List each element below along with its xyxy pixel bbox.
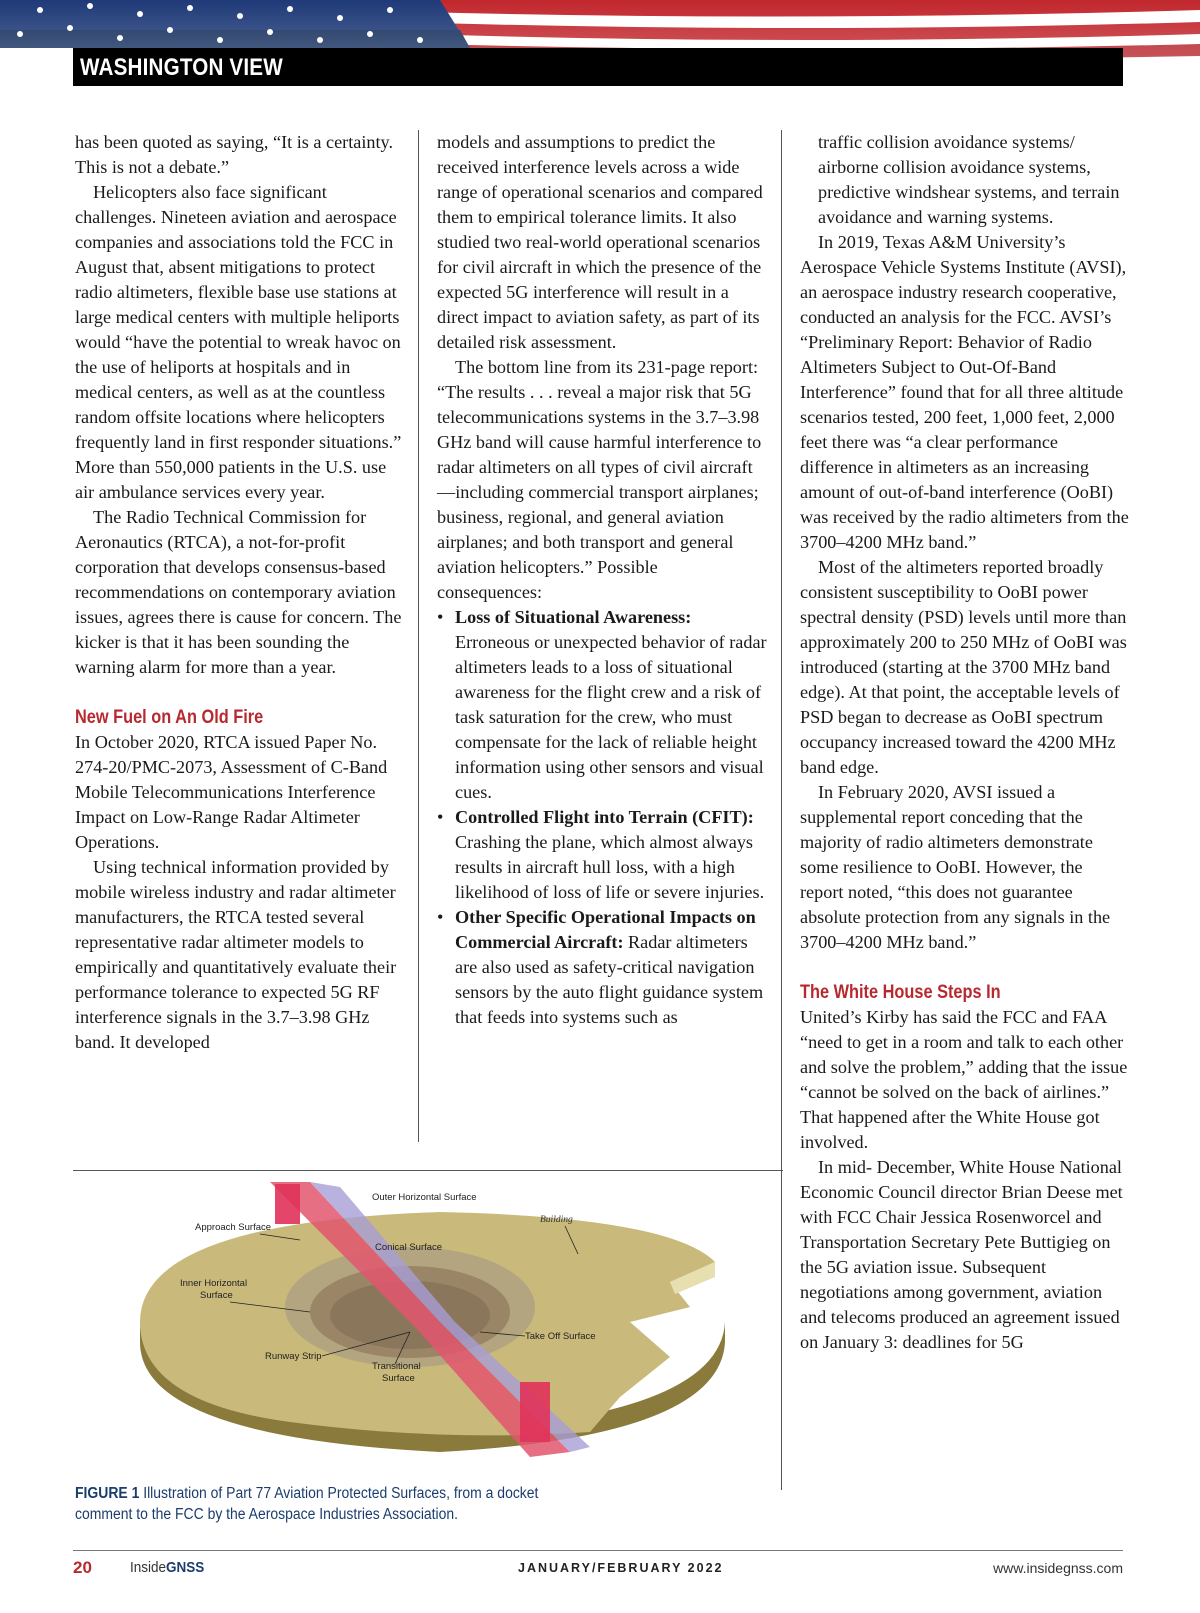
figure-caption xyxy=(75,1483,561,1525)
list-item: • Controlled Flight into Terrain (CFIT): Crashing the plane, which almost always results in aircraft hull loss, with a high likelihood of loss of life or severe injuries. xyxy=(437,805,767,905)
column-3 xyxy=(800,130,1130,1355)
column-1 xyxy=(75,130,405,1055)
paragraph: has been quoted as saying, “It is a certainty. This is not a debate.” xyxy=(75,132,394,177)
label-conical: Conical Surface xyxy=(375,1242,443,1253)
issue-date: JANUARY/FEBRUARY 2022 xyxy=(518,1561,724,1575)
label-inner-horizontal: Surface xyxy=(200,1290,233,1301)
figure-1-illustration xyxy=(110,1182,750,1472)
paragraph: United’s Kirby has said the FCC and FAA “need to get in a room and talk to each other and solve the problem,” adding that the issue “cannot be solved on the back of airlines.” That happened after the White House got involved. xyxy=(800,1007,1128,1152)
label-transitional: Surface xyxy=(382,1373,415,1384)
label-building: Building xyxy=(540,1215,573,1225)
label-outer-horizontal: Outer Horizontal Surface xyxy=(372,1192,477,1203)
list-item: • Other Specific Operational Impacts on Commercial Aircraft: Radar altimeters are also used as safety-critical navigation sensors by the auto flight guidance system that feeds into systems such as xyxy=(437,905,767,1030)
figure-caption-text: Illustration of Part 77 Aviation Protected Surfaces, from a docket comment to the FCC by the Aerospace Industries Association. xyxy=(75,1485,539,1523)
column-2 xyxy=(437,130,767,1030)
label-transitional: Transitional xyxy=(372,1361,421,1372)
paragraph: In 2019, Texas A&M University’s Aerospace Vehicle Systems Institute (AVSI), an aerospace industry research cooperative, conducted an analysis for the FCC. AVSI’s “Preliminary Report: Behavior of Radio Altimeters Subject to Out-Of-Band Interference” found that for all three altitude scenarios tested, 200 feet, 1,000 feet, 2,000 feet there was “a clear performance difference in altimeters as an increasing amount of out-of-band interference (OoBI) was received by the radio altimeters from the 3700–4200 MHz band.” xyxy=(800,232,1129,552)
label-inner-horizontal: Inner Horizontal xyxy=(180,1278,248,1289)
website-url: www.insidegnss.com xyxy=(993,1560,1123,1576)
protected-surfaces-diagram xyxy=(110,1182,750,1472)
takeoff-block xyxy=(520,1382,550,1442)
publication-name: InsideGNSS xyxy=(130,1559,205,1576)
column-divider xyxy=(418,130,419,1142)
subheading: The White House Steps In xyxy=(800,982,1001,1003)
label-takeoff: Take Off Surface xyxy=(525,1331,596,1342)
paragraph: Most of the altimeters reported broadly consistent susceptibility to OoBI power spectral density (PSD) levels until more than approximately 200 to 250 MHz of OoBI was introduced (starting at the 3700 MHz band edge). At that point, the acceptable levels of PSD began to decrease as OoBI spectrum occupancy increased toward the 4200 MHz band edge. xyxy=(800,557,1127,777)
paragraph: traffic collision avoidance systems/ airborne collision avoidance systems, predictive windshear systems, and terrain avoidance and warning systems. xyxy=(818,132,1120,227)
figure-top-rule xyxy=(73,1170,783,1171)
footer-rule xyxy=(73,1550,1123,1551)
label-runway-strip: Runway Strip xyxy=(265,1351,322,1362)
paragraph: In mid- December, White House National Economic Council director Brian Deese met with FCC Chair Jessica Rosenworcel and Transportation Secretary Pete Buttigieg on the 5G aviation issue. Subsequent negotiations among government, aviation and telecoms produced an agreement issued on January 3: deadlines for 5G xyxy=(800,1157,1123,1352)
consequence-list xyxy=(437,605,767,1030)
paragraph: The Radio Technical Commission for Aeronautics (RTCA), a not-for-profit corporation that develops consensus-based recommendations on contemporary aviation issues, agrees there is cause for concern. The kicker is that it has been sounding the warning alarm for more than a year. xyxy=(75,507,402,677)
figure-label: FIGURE 1 xyxy=(75,1485,140,1502)
paragraph: In February 2020, AVSI issued a supplemental report conceding that the majority of radio altimeters demonstrate some resilience to OoBI. However, the report noted, “this does not guarantee absolute protection from any signals in the 3700–4200 MHz band.” xyxy=(800,782,1111,952)
paragraph: In October 2020, RTCA issued Paper No. 274-20/PMC-2073, Assessment of C-Band Mobile Telecommunications Interference Impact on Low-Range Radar Altimeter Operations. xyxy=(75,732,388,852)
subheading: New Fuel on An Old Fire xyxy=(75,707,264,728)
paragraph: Using technical information provided by mobile wireless industry and radar altimeter manufacturers, the RTCA tested several representative radar altimeter models to empirically and quantitatively evaluate their performance tolerance to expected 5G RF interference signals in the 3.7–3.98 GHz band. It developed xyxy=(75,857,397,1052)
section-title: WASHINGTON VIEW xyxy=(80,54,283,81)
approach-block xyxy=(275,1184,300,1224)
column-divider xyxy=(781,130,782,1490)
page-number: 20 xyxy=(73,1558,92,1577)
paragraph: The bottom line from its 231-page report: “The results . . . reveal a major risk that 5G telecommunications systems in the 3.7–3.98 GHz band will cause harmful interference to radar altimeters on all types of civil aircraft—including commercial transport airplanes; business, regional, and general aviation airplanes; and both transport and general aviation helicopters.” Possible consequences: xyxy=(437,357,762,602)
list-item: • Loss of Situational Awareness: Erroneous or unexpected behavior of radar altimeters leads to a loss of situational awareness for the flight crew and a risk of task saturation for the crew, who must compensate for the lack of reliable height information using other sensors and visual cues. xyxy=(437,605,767,805)
paragraph: models and assumptions to predict the received interference levels across a wide range of operational scenarios and compared them to empirical tolerance limits. It also studied two real-world operational scenarios for civil aircraft in which the presence of the expected 5G interference will result in a direct impact to aviation safety, as part of its detailed risk assessment. xyxy=(437,132,763,352)
label-approach: Approach Surface xyxy=(195,1222,272,1233)
paragraph: Helicopters also face significant challenges. Nineteen aviation and aerospace companies and associations told the FCC in August that, absent mitigations to protect radio altimeters, flexible base use stations at large medical centers with multiple heliports would “have the potential to wreak havoc on the use of heliports at hospitals and in medical centers, as well as at the countless random offsite locations where helicopters frequently land in first responder situations.” More than 550,000 patients in the U.S. use air ambulance services every year. xyxy=(75,182,402,502)
